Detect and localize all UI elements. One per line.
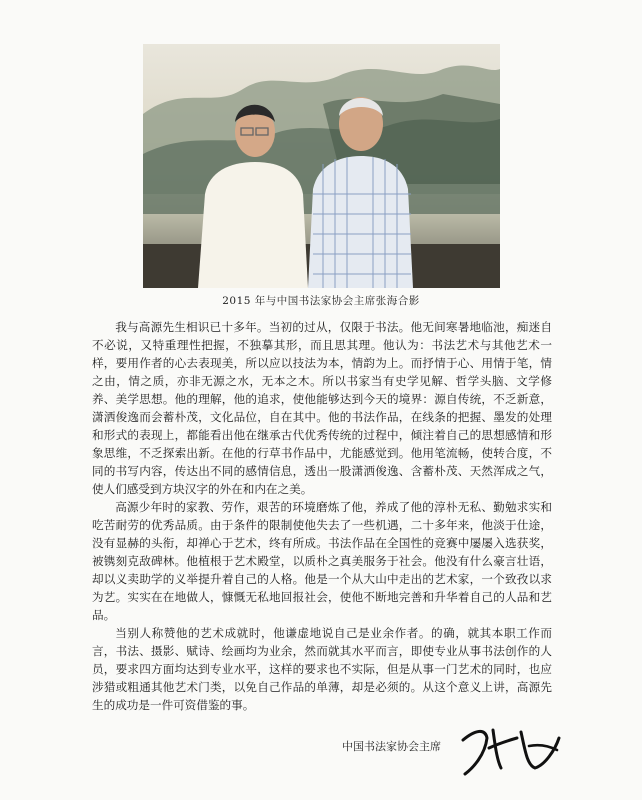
article-body (92, 318, 552, 714)
photo-caption: 2015 年与中国书法家协会主席张海合影 (222, 295, 420, 307)
paragraph-1: 我与高源先生相识已十多年。当初的过从，仅限于书法。他无间寒暑地临池，痴迷自不必说，又特重理性把握，不独摹其形，而且思其理。他认为：书法艺术与其他艺术一样，要用作者的心去表现美，所以应以技法为本，情韵为上。而抒情于心、用情于笔，情之由，情之质，亦非无源之水，无本之木。所以书家当有史学见解、哲学头脑、文学修养、美学思想。他的理解，他的追求，使他能够达到今天的境界：源自传统，不乏新意，潇洒俊逸而会蓄朴茂，文化品位，自在其中。他的书法作品，在线条的把握、墨发的处理和形式的表现上，都能看出他在继承古代优秀传统的过程中，倾注着自己的思想感情和形象思维，不乏探索出新。在他的行草书作品中，尤能感觉到。他用笔流畅，使转合度，不同的书写内容，传达出不同的感情信息，透出一股潇洒俊逸、含蓄朴茂、天然浑成之气，使人们感受到方块汉字的外在和内在之美。 (92, 320, 552, 496)
signature-title: 中国书法家协会主席 (342, 740, 441, 753)
handwritten-signature (455, 710, 565, 780)
group-photo (143, 44, 500, 288)
paragraph-3: 当别人称赞他的艺术成就时，他谦虚地说自己是业余作者。的确，就其本职工作而言，书法、摄影、赋诗、绘画均为业余，然而就其水平而言，即使专业从事书法创作的人员，要求四方面均达到专业水平，这样的要求也不实际，但是从事一门艺术的同时，也应涉猎或粗通其他艺术门类，以免自己作品的单薄，却是必须的。从这个意义上讲，高源先生的成功是一件可资借鉴的事。 (92, 626, 552, 712)
photo-illustration (143, 44, 500, 288)
paragraph-2: 高源少年时的家教、劳作，艰苦的环境磨炼了他，养成了他的淳朴无私、勤勉求实和吃苦耐劳的优秀品质。由于条件的限制使他失去了一些机遇，二十多年来，他淡于仕途，没有显赫的头衔，却禅心于艺术，终有所成。书法作品在全国性的竞赛中屡屡入选获奖，被镌刻克敌碑林。他植根于艺术殿堂，以质朴之真美服务于社会。他没有什么豪言壮语，却以义卖助学的义举提升着自己的人格。他是一个从大山中走出的艺术家，一个致孜以求为艺。实实在在地做人，慷慨无私地回报社会，使他不断地完善和升华着自己的人品和艺品。 (92, 500, 552, 622)
